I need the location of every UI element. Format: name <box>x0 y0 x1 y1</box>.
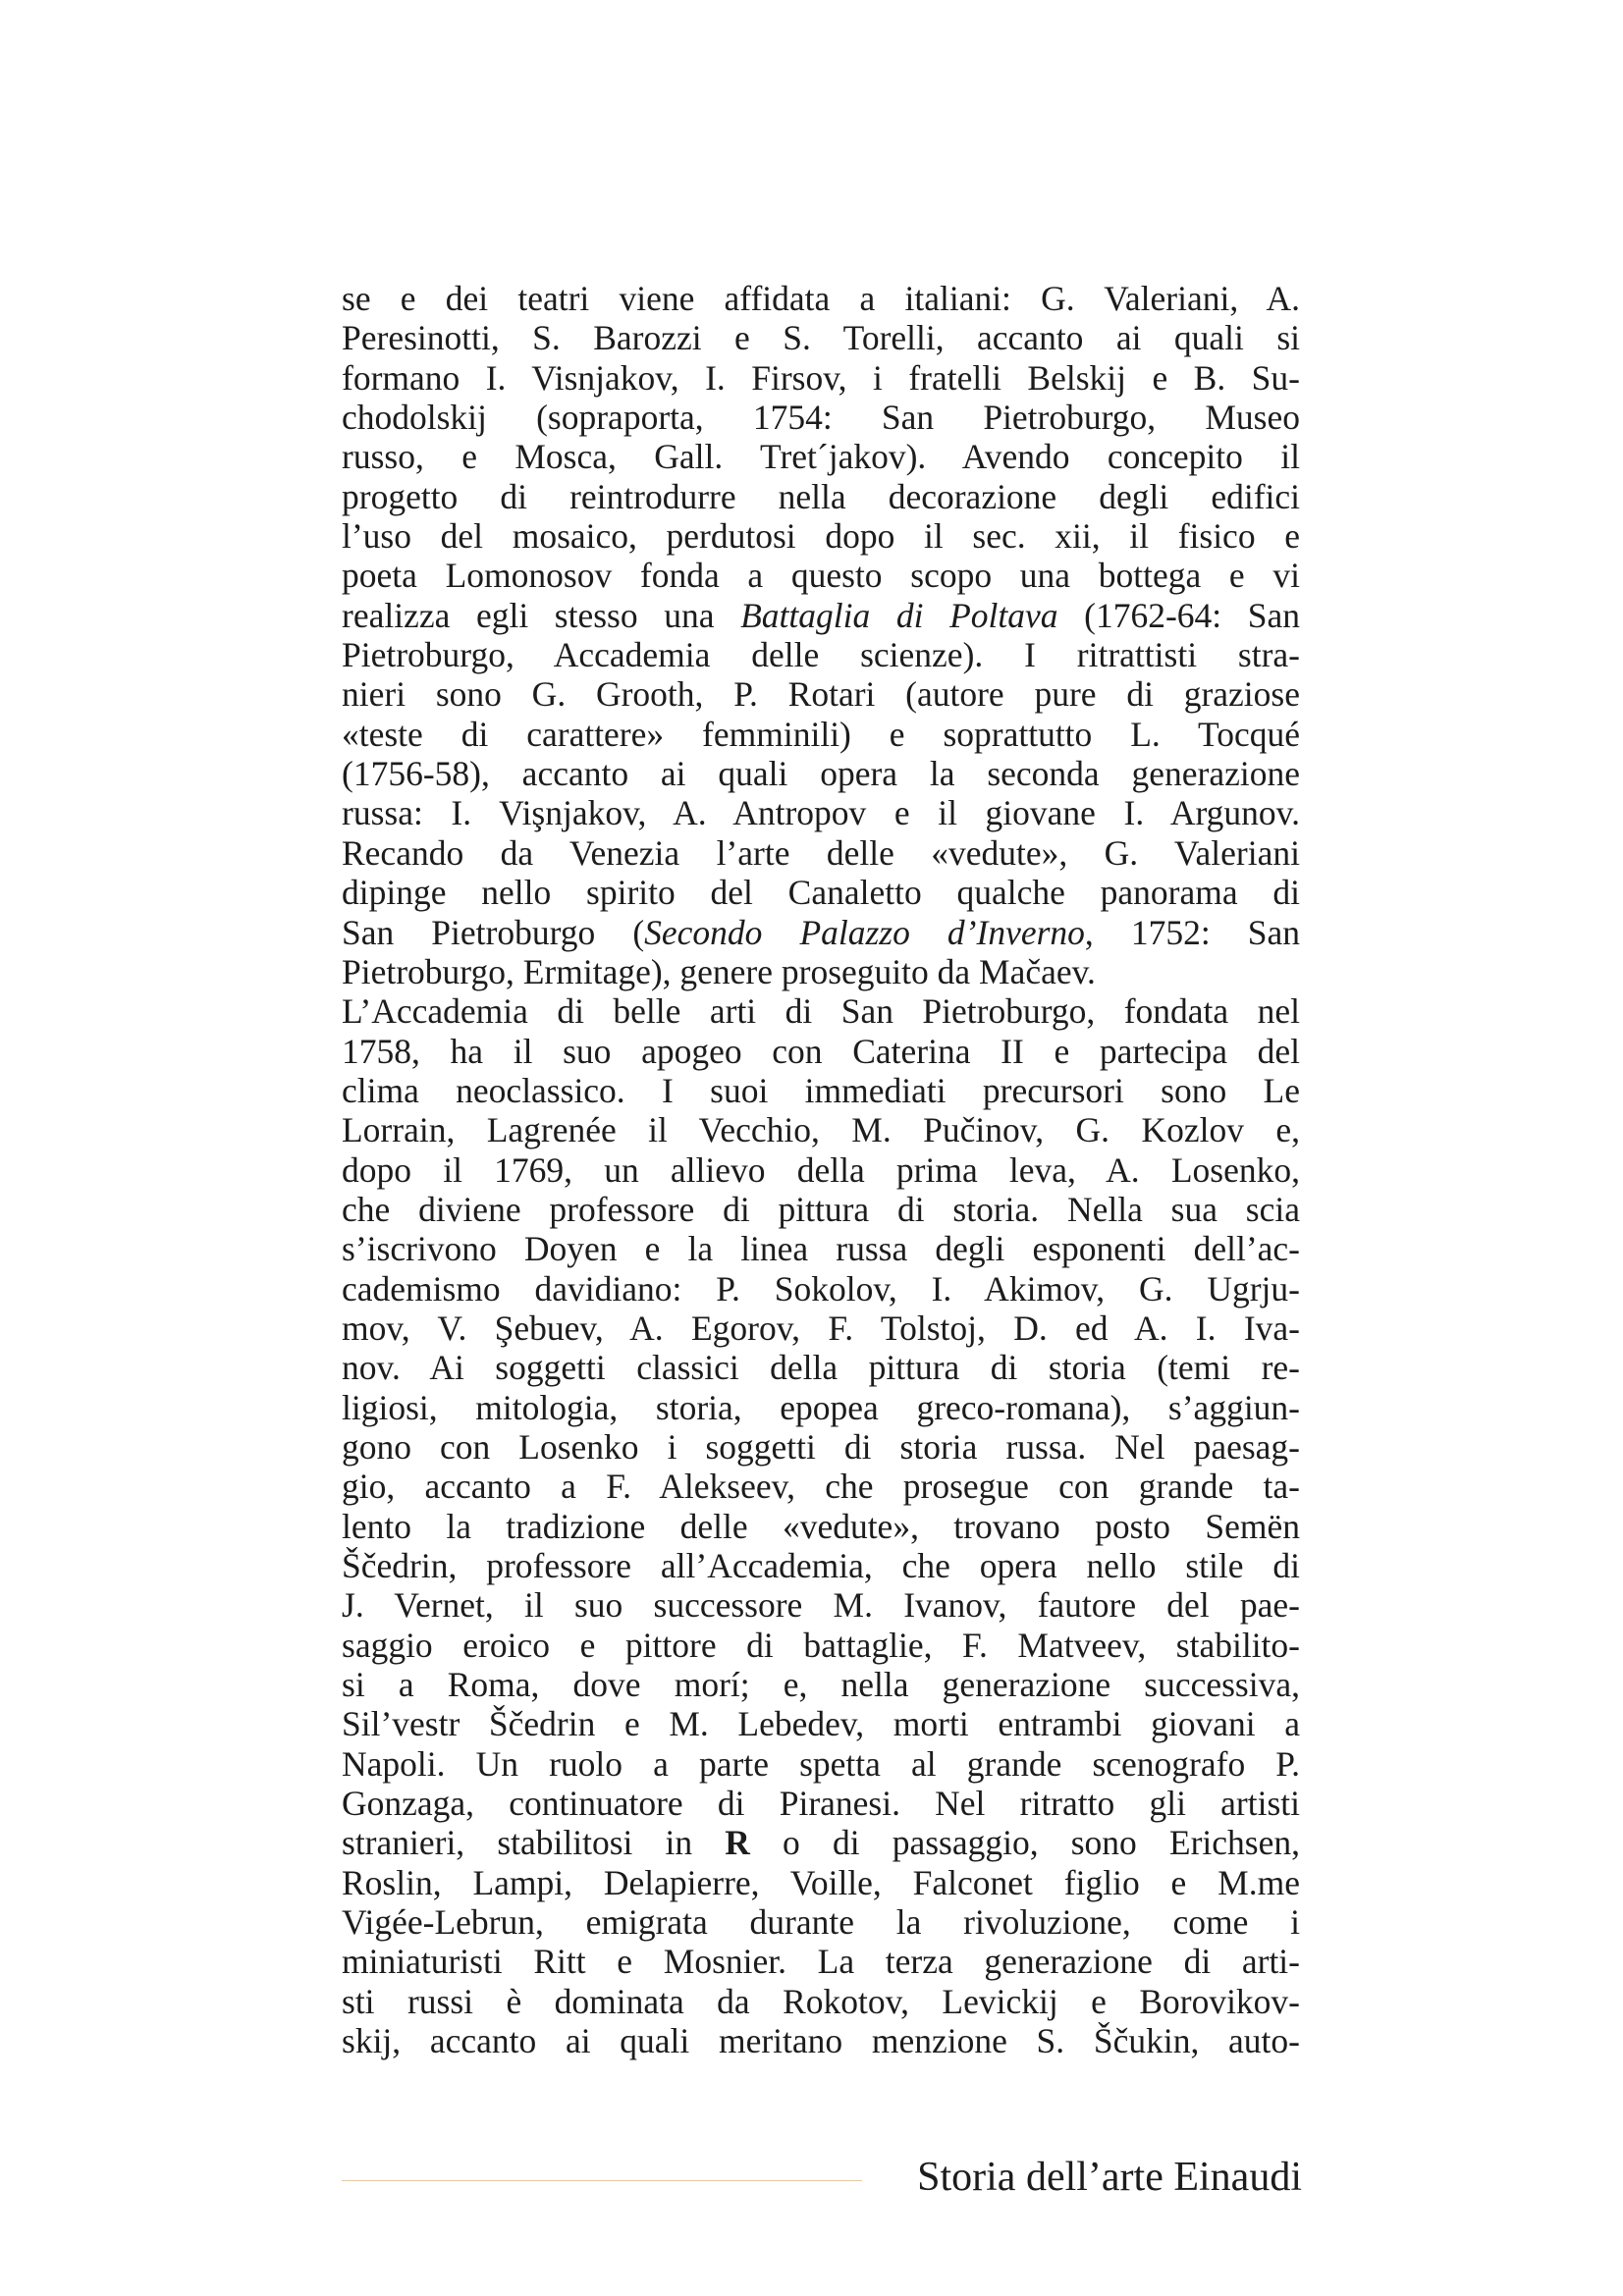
text-segment: Ščedrin, professore all’Accademia, che opera nello stile di <box>342 1546 1300 1585</box>
text-segment: gio, accanto a F. Alekseev, che prosegue con grande ta- <box>342 1467 1300 1507</box>
text-line <box>342 1269 1300 1308</box>
text-segment: J. Vernet, il suo successore M. Ivanov, fautore del pae- <box>342 1585 1300 1626</box>
text-segment: Pietroburgo, Ermitage), genere proseguito da Mačaev. <box>342 951 1096 991</box>
text-segment: se e dei teatri viene affidata a italiani: G. Valeriani, A. <box>342 279 1300 318</box>
text-line <box>342 635 1300 674</box>
text-line <box>342 477 1300 516</box>
text-segment: mov, V. Şebuev, A. Egorov, F. Tolstoj, D. ed A. I. Iva- <box>342 1308 1300 1348</box>
text-segment: «teste di carattere» femminili) e soprattutto L. Tocqué <box>342 714 1300 754</box>
text-segment: lento la tradizione delle «vedute», trovano posto Semën <box>342 1506 1300 1546</box>
text-segment: San Pietroburgo ( <box>342 912 645 952</box>
text-line <box>342 1902 1300 1942</box>
text-line <box>342 358 1300 398</box>
text-segment: gono con Losenko i soggetti di storia russa. Nel paesag- <box>342 1426 1300 1467</box>
text-line <box>342 1823 1300 1862</box>
italic-title: Secondo Palazzo d’Inverno <box>644 912 1085 952</box>
text-line <box>342 1585 1300 1625</box>
text-line <box>342 793 1300 832</box>
text-segment: Pietroburgo, Accademia delle scienze). I ritrattisti stra- <box>342 635 1300 675</box>
text-line <box>342 1190 1300 1229</box>
text-segment: sti russi è dominata da Rokotov, Levickij e Borovikov- <box>342 1981 1300 2021</box>
text-line <box>342 1032 1300 1071</box>
text-line <box>342 1665 1300 1704</box>
text-line <box>342 398 1300 437</box>
text-segment: russa: I. Vişnjakov, A. Antropov e il giovane I. Argunov. <box>342 793 1300 833</box>
text-segment: si a Roma, dove morí; e, nella generazione successiva, <box>342 1665 1300 1705</box>
footer-rule <box>342 2180 862 2181</box>
text-segment: s’iscrivono Doyen e la linea russa degli esponenti dell’ac- <box>342 1229 1300 1269</box>
text-segment: che diviene professore di pittura di storia. Nella sua scia <box>342 1189 1300 1229</box>
text-segment: dopo il 1769, un allievo della prima leva, A. Losenko, <box>342 1149 1300 1190</box>
text-line <box>342 913 1300 952</box>
text-line <box>342 1308 1300 1348</box>
text-line <box>342 1942 1300 1981</box>
text-segment: Recando da Venezia l’arte delle «vedute», G. Valeriani <box>342 832 1300 873</box>
italic-title: Battaglia di Poltava <box>740 595 1058 635</box>
text-segment: stranieri, stabilitosi in <box>342 1823 726 1863</box>
text-line <box>342 1626 1300 1665</box>
text-segment: dipinge nello spirito del Canaletto qualche panorama di <box>342 873 1300 913</box>
text-segment: o di passaggio, sono Erichsen, <box>749 1823 1300 1863</box>
text-line <box>342 1427 1300 1467</box>
text-line <box>342 1229 1300 1268</box>
text-line <box>342 2021 1300 2060</box>
text-line <box>342 1507 1300 1546</box>
text-segment: nieri sono G. Grooth, P. Rotari (autore pure di graziose <box>342 674 1300 715</box>
text-line <box>342 437 1300 476</box>
text-line <box>342 1982 1300 2021</box>
text-segment: realizza egli stesso una <box>342 595 741 635</box>
footer-title: Storia dell’arte Einaudi <box>917 2155 1302 2200</box>
text-segment: (1762-64: San <box>1057 595 1301 635</box>
text-segment: Vigée-Lebrun, emigrata durante la rivoluzione, come i <box>342 1902 1300 1943</box>
text-line <box>342 516 1300 556</box>
text-line <box>342 674 1300 714</box>
text-segment: nov. Ai soggetti classici della pittura di storia (temi re- <box>342 1348 1300 1388</box>
text-segment: progetto di reintrodurre nella decorazione degli edifici <box>342 476 1300 516</box>
text-line <box>342 873 1300 912</box>
text-segment: L’Accademia di belle arti di San Pietroburgo, fondata nel <box>342 991 1300 1032</box>
text-line <box>342 556 1300 595</box>
body-text <box>342 279 1300 2060</box>
text-line <box>342 1110 1300 1149</box>
text-line <box>342 1467 1300 1506</box>
text-segment: Roslin, Lampi, Delapierre, Voille, Falconet figlio e M.me <box>342 1862 1300 1902</box>
text-line <box>342 1388 1300 1427</box>
text-line <box>342 1150 1300 1190</box>
text-segment: Napoli. Un ruolo a parte spetta al grande scenografo P. <box>342 1743 1300 1784</box>
text-segment: 1758, ha il suo apogeo con Caterina II e partecipa del <box>342 1031 1300 1071</box>
text-segment: saggio eroico e pittore di battaglie, F. Matveev, stabilito- <box>342 1625 1300 1665</box>
text-segment: clima neoclassico. I suoi immediati precursori sono Le <box>342 1070 1300 1110</box>
text-segment: formano I. Visnjakov, I. Firsov, i fratelli Belskij e B. Su- <box>342 357 1300 398</box>
text-line <box>342 1704 1300 1743</box>
text-segment: cademismo davidiano: P. Sokolov, I. Akimov, G. Ugrju- <box>342 1268 1300 1308</box>
bold-abbreviation: R <box>725 1823 750 1863</box>
text-segment: miniaturisti Ritt e Mosnier. La terza generazione di arti- <box>342 1942 1300 1982</box>
text-line <box>342 754 1300 793</box>
text-line <box>342 596 1300 635</box>
text-segment: Gonzaga, continuatore di Piranesi. Nel ritratto gli artisti <box>342 1784 1300 1824</box>
text-line <box>342 1744 1300 1784</box>
text-line <box>342 1348 1300 1387</box>
text-segment: russo, e Mosca, Gall. Tret´jakov). Avendo concepito il <box>342 437 1300 477</box>
text-segment: skij, accanto ai quali meritano menzione S. Ščukin, auto- <box>342 2021 1300 2061</box>
text-segment: ligiosi, mitologia, storia, epopea greco-romana), s’aggiun- <box>342 1387 1300 1427</box>
text-line <box>342 952 1300 991</box>
text-line <box>342 318 1300 357</box>
text-line <box>342 1784 1300 1823</box>
text-segment: l’uso del mosaico, perdutosi dopo il sec. xii, il fisico e <box>342 516 1300 557</box>
text-line <box>342 279 1300 318</box>
text-line <box>342 833 1300 873</box>
text-segment: , 1752: San <box>1084 912 1300 952</box>
text-line <box>342 1071 1300 1110</box>
text-line <box>342 715 1300 754</box>
text-segment: Sil’vestr Ščedrin e M. Lebedev, morti entrambi giovani a <box>342 1704 1300 1744</box>
text-segment: chodolskij (sopraporta, 1754: San Pietroburgo, Museo <box>342 398 1300 438</box>
text-line <box>342 991 1300 1031</box>
text-segment: (1756-58), accanto ai quali opera la seconda generazione <box>342 754 1300 794</box>
text-segment: Peresinotti, S. Barozzi e S. Torelli, accanto ai quali si <box>342 318 1300 358</box>
text-line <box>342 1546 1300 1585</box>
text-line <box>342 1863 1300 1902</box>
text-segment: poeta Lomonosov fonda a questo scopo una bottega e vi <box>342 556 1300 596</box>
text-segment: Lorrain, Lagrenée il Vecchio, M. Pučinov, G. Kozlov e, <box>342 1110 1300 1150</box>
